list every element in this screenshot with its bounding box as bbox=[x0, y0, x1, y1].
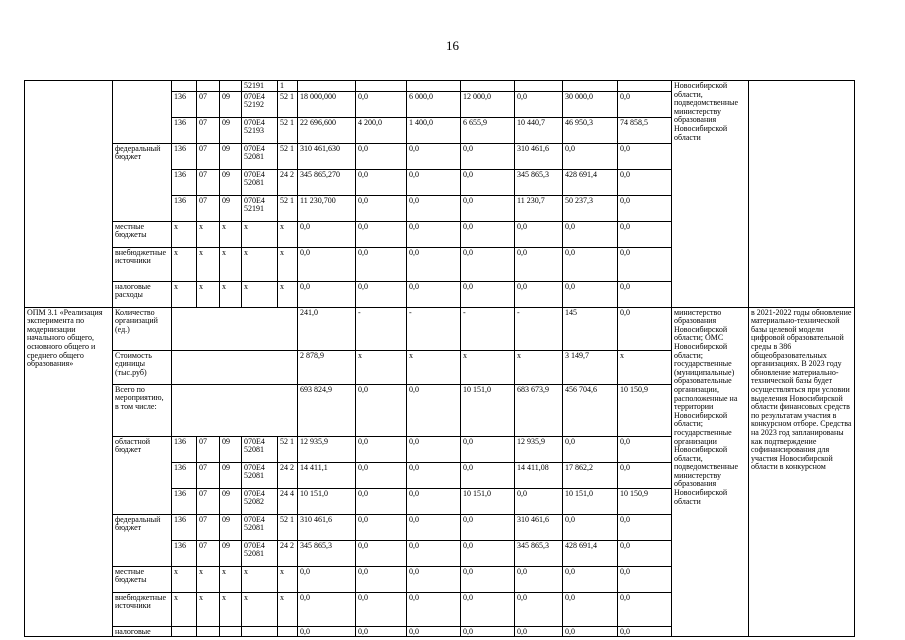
table-cell: 0,0 bbox=[515, 221, 563, 247]
table-cell: 0,0 bbox=[407, 384, 461, 436]
table-cell: 070E4 52082 bbox=[242, 488, 278, 514]
table-cell: - bbox=[407, 307, 461, 350]
table-cell: 0,0 bbox=[618, 307, 672, 350]
table-cell: 136 bbox=[172, 117, 197, 143]
table-cell: 0,0 bbox=[461, 626, 515, 637]
source-regional: областной бюджет bbox=[113, 436, 172, 514]
table-cell: 0,0 bbox=[356, 195, 407, 221]
table-cell: 4 200,0 bbox=[356, 117, 407, 143]
table-cell bbox=[298, 81, 356, 92]
result-cell: в 2021-2022 годы обновление материально-технической базы целевой модели цифровой образовательной среды в 386 общеобразовательных организациях. В 2023 году обновление материально-технической базы будет осуществляться при условии выделения Новосибирской области финансовых средств по результатам участия в конкурсном отборе. Средства на 2023 год запланированы как подтверждение софинансирования для участия Новосибирской области в конкурсном bbox=[749, 307, 855, 637]
table-cell: 07 bbox=[197, 143, 220, 169]
table-cell: 0,0 bbox=[618, 566, 672, 592]
table-cell: 0,0 bbox=[461, 169, 515, 195]
table-cell: x bbox=[172, 281, 197, 307]
table-cell: 0,0 bbox=[407, 195, 461, 221]
source-label: внебюджетные источники bbox=[113, 592, 172, 626]
table-cell: 09 bbox=[220, 436, 242, 462]
table-cell: 136 bbox=[172, 436, 197, 462]
table-cell: 07 bbox=[197, 91, 220, 117]
code-empty-cell bbox=[172, 307, 298, 350]
table-cell: 0,0 bbox=[298, 281, 356, 307]
table-cell: 0,0 bbox=[356, 566, 407, 592]
table-cell: 0,0 bbox=[618, 91, 672, 117]
table-cell bbox=[515, 81, 563, 92]
table-cell: 09 bbox=[220, 514, 242, 540]
table-cell: 0,0 bbox=[407, 540, 461, 566]
event-name-cell bbox=[25, 81, 113, 308]
table-cell: 0,0 bbox=[563, 592, 618, 626]
table-cell bbox=[356, 81, 407, 92]
table-cell: 6 655,9 bbox=[461, 117, 515, 143]
source-label: местные бюджеты bbox=[113, 566, 172, 592]
table-cell: 693 824,9 bbox=[298, 384, 356, 436]
table-cell: 0,0 bbox=[563, 436, 618, 462]
table-cell: 0,0 bbox=[618, 462, 672, 488]
table-cell: 10 150,9 bbox=[618, 384, 672, 436]
table-cell: 0,0 bbox=[356, 462, 407, 488]
table-cell: 0,0 bbox=[298, 221, 356, 247]
table-cell: x bbox=[172, 247, 197, 281]
table-cell: 0,0 bbox=[356, 626, 407, 637]
table-cell: 0,0 bbox=[356, 514, 407, 540]
table-cell: x bbox=[242, 592, 278, 626]
table-cell: 0,0 bbox=[618, 281, 672, 307]
table-cell: 0,0 bbox=[407, 436, 461, 462]
table-cell: x bbox=[220, 221, 242, 247]
table-cell: 310 461,6 bbox=[298, 514, 356, 540]
table-cell: 070E4 52081 bbox=[242, 436, 278, 462]
table-cell: 14 411,1 bbox=[298, 462, 356, 488]
table-cell: 070E4 52191 bbox=[242, 195, 278, 221]
table-cell: 46 950,3 bbox=[563, 117, 618, 143]
table-cell: 0,0 bbox=[618, 436, 672, 462]
table-cell: - bbox=[461, 307, 515, 350]
table-cell: 0,0 bbox=[356, 281, 407, 307]
table-cell: 17 862,2 bbox=[563, 462, 618, 488]
table-cell bbox=[278, 626, 298, 637]
table-cell: 52 1 bbox=[278, 514, 298, 540]
table-cell: x bbox=[242, 221, 278, 247]
table-cell: 22 696,600 bbox=[298, 117, 356, 143]
table-cell: 52 1 bbox=[278, 195, 298, 221]
table-cell: 310 461,630 bbox=[298, 143, 356, 169]
table-cell: 52 1 bbox=[278, 91, 298, 117]
table-cell: 09 bbox=[220, 117, 242, 143]
table-cell: x bbox=[278, 592, 298, 626]
table-cell bbox=[220, 81, 242, 92]
table-cell: 070E4 52193 bbox=[242, 117, 278, 143]
table-cell: 24 4 bbox=[278, 488, 298, 514]
table-cell: 0,0 bbox=[356, 488, 407, 514]
table-cell: 0,0 bbox=[356, 221, 407, 247]
table-cell: 0,0 bbox=[563, 514, 618, 540]
table-cell: 10 151,0 bbox=[563, 488, 618, 514]
table-cell: 18 000,000 bbox=[298, 91, 356, 117]
table-cell: 0,0 bbox=[407, 592, 461, 626]
table-cell: 0,0 bbox=[298, 247, 356, 281]
table-cell: 0,0 bbox=[356, 436, 407, 462]
table-cell: 3 149,7 bbox=[563, 350, 618, 384]
table-cell: x bbox=[242, 281, 278, 307]
table-cell: 0,0 bbox=[563, 281, 618, 307]
table-cell: 0,0 bbox=[407, 566, 461, 592]
table-cell: 0,0 bbox=[298, 566, 356, 592]
table-cell: 070E4 52081 bbox=[242, 169, 278, 195]
table-cell: 136 bbox=[172, 488, 197, 514]
table-cell: 0,0 bbox=[356, 143, 407, 169]
table-cell: 0,0 bbox=[515, 91, 563, 117]
source-label: Количество организаций (ед.) bbox=[113, 307, 172, 350]
responsible-cell: Новосибирской области, подведомственные министерству образования Новосибирской области bbox=[672, 81, 749, 308]
table-cell: 07 bbox=[197, 436, 220, 462]
table-cell: 0,0 bbox=[563, 221, 618, 247]
table-cell: x bbox=[278, 247, 298, 281]
table-cell: x bbox=[461, 350, 515, 384]
table-cell: 24 2 bbox=[278, 169, 298, 195]
table-cell: 10 440,7 bbox=[515, 117, 563, 143]
table-cell: 070E4 52081 bbox=[242, 514, 278, 540]
table-cell: x bbox=[242, 566, 278, 592]
table-cell: 0,0 bbox=[563, 566, 618, 592]
table-cell: 50 237,3 bbox=[563, 195, 618, 221]
table-cell: 0,0 bbox=[298, 592, 356, 626]
table-cell: 10 150,9 bbox=[618, 488, 672, 514]
table-cell: 52 1 bbox=[278, 143, 298, 169]
table-cell bbox=[461, 81, 515, 92]
table-cell: 428 691,4 bbox=[563, 540, 618, 566]
source-label: налоговые расходы bbox=[113, 281, 172, 307]
table-cell: 24 2 bbox=[278, 540, 298, 566]
table-cell: 0,0 bbox=[407, 514, 461, 540]
code-empty-cell bbox=[172, 350, 298, 384]
result-cell bbox=[749, 81, 855, 308]
table-cell: 0,0 bbox=[356, 247, 407, 281]
table-cell bbox=[197, 81, 220, 92]
table-cell: 0,0 bbox=[618, 540, 672, 566]
table-cell: 345 865,3 bbox=[515, 540, 563, 566]
table-cell: 0,0 bbox=[618, 626, 672, 637]
table-cell: 10 151,0 bbox=[461, 384, 515, 436]
table-cell: 52 1 bbox=[278, 117, 298, 143]
table-cell: 10 151,0 bbox=[461, 488, 515, 514]
table-cell: 070E4 52081 bbox=[242, 540, 278, 566]
table-cell: x bbox=[197, 247, 220, 281]
page-number: 16 bbox=[446, 38, 459, 53]
table-cell: 136 bbox=[172, 169, 197, 195]
source-cell bbox=[113, 81, 172, 144]
table-cell: 0,0 bbox=[461, 143, 515, 169]
table-cell: x bbox=[242, 247, 278, 281]
responsible-cell: министерство образования Новосибирской области; ОМС Новосибирской области; государственные (муниципальные) образовательные организации, расположенные на территории Новосибирской области; государственные организации Новосибирской области, подведомственные министерству образования Новосибирской области bbox=[672, 307, 749, 637]
table-cell bbox=[220, 626, 242, 637]
table-cell: x bbox=[515, 350, 563, 384]
table-cell bbox=[618, 81, 672, 92]
table-cell: 136 bbox=[172, 143, 197, 169]
table-cell: 0,0 bbox=[407, 626, 461, 637]
table-cell: 0,0 bbox=[407, 221, 461, 247]
table-cell: 09 bbox=[220, 169, 242, 195]
table-cell: 09 bbox=[220, 195, 242, 221]
table-cell: x bbox=[220, 247, 242, 281]
table-cell: 07 bbox=[197, 117, 220, 143]
table-cell: 07 bbox=[197, 462, 220, 488]
table-cell: 136 bbox=[172, 91, 197, 117]
table-cell: 0,0 bbox=[618, 143, 672, 169]
source-label: Стоимость единицы (тыс.руб) bbox=[113, 350, 172, 384]
table-cell: 07 bbox=[197, 195, 220, 221]
table-cell: x bbox=[220, 281, 242, 307]
table-cell: 345 865,270 bbox=[298, 169, 356, 195]
budget-table bbox=[24, 80, 855, 637]
table-cell: 09 bbox=[220, 462, 242, 488]
table-cell: 0,0 bbox=[407, 247, 461, 281]
table-cell: x bbox=[197, 221, 220, 247]
table-cell: 0,0 bbox=[407, 169, 461, 195]
table-cell: 310 461,6 bbox=[515, 514, 563, 540]
table-cell: 2 878,9 bbox=[298, 350, 356, 384]
table-cell bbox=[407, 81, 461, 92]
table-cell: 07 bbox=[197, 488, 220, 514]
table-cell: x bbox=[220, 566, 242, 592]
table-cell: - bbox=[515, 307, 563, 350]
code-empty-cell bbox=[172, 384, 298, 436]
table-cell: 1 400,0 bbox=[407, 117, 461, 143]
table-cell: 0,0 bbox=[356, 91, 407, 117]
table-cell: 070E4 52192 bbox=[242, 91, 278, 117]
table-cell: 0,0 bbox=[461, 540, 515, 566]
table-cell: 1 bbox=[278, 81, 298, 92]
table-cell: 74 858,5 bbox=[618, 117, 672, 143]
table-row bbox=[25, 307, 855, 350]
table-cell: x bbox=[172, 221, 197, 247]
table-cell: 0,0 bbox=[618, 221, 672, 247]
table-cell: 0,0 bbox=[515, 626, 563, 637]
table-cell: 0,0 bbox=[515, 592, 563, 626]
table-cell: 0,0 bbox=[563, 626, 618, 637]
table-cell: 0,0 bbox=[618, 592, 672, 626]
table-cell: 0,0 bbox=[461, 281, 515, 307]
table-cell: 0,0 bbox=[563, 247, 618, 281]
table-cell: 12 935,9 bbox=[515, 436, 563, 462]
table-cell: 0,0 bbox=[461, 462, 515, 488]
source-label: внебюджетные источники bbox=[113, 247, 172, 281]
table-cell: 0,0 bbox=[515, 566, 563, 592]
table-cell: 0,0 bbox=[356, 592, 407, 626]
table-cell: 0,0 bbox=[563, 143, 618, 169]
table-cell: - bbox=[356, 307, 407, 350]
table-cell: x bbox=[618, 350, 672, 384]
source-label: Всего по мероприятию, в том числе: bbox=[113, 384, 172, 436]
event-name-cell: ОПМ 3.1 «Реализация эксперимента по модернизации начального общего, основного общего и среднего общего образования» bbox=[25, 307, 113, 637]
table-cell: 0,0 bbox=[461, 221, 515, 247]
table-cell: 0,0 bbox=[515, 281, 563, 307]
table-cell: 24 2 bbox=[278, 462, 298, 488]
table-cell: 07 bbox=[197, 514, 220, 540]
table-cell: 52 1 bbox=[278, 436, 298, 462]
table-cell: 0,0 bbox=[407, 462, 461, 488]
table-cell: 456 704,6 bbox=[563, 384, 618, 436]
table-cell: 0,0 bbox=[618, 195, 672, 221]
table-cell: x bbox=[220, 592, 242, 626]
table-cell: 0,0 bbox=[407, 281, 461, 307]
table-cell: 0,0 bbox=[461, 195, 515, 221]
table-cell: 12 935,9 bbox=[298, 436, 356, 462]
table-cell bbox=[197, 626, 220, 637]
table-cell: 14 411,08 bbox=[515, 462, 563, 488]
table-cell: 0,0 bbox=[618, 514, 672, 540]
table-cell: 345 865,3 bbox=[298, 540, 356, 566]
table-cell bbox=[563, 81, 618, 92]
table-cell: 52191 bbox=[242, 81, 278, 92]
table-cell: 10 151,0 bbox=[298, 488, 356, 514]
table-cell: 0,0 bbox=[461, 436, 515, 462]
table-cell: 0,0 bbox=[461, 566, 515, 592]
table-cell: 0,0 bbox=[461, 514, 515, 540]
table-cell: 0,0 bbox=[407, 143, 461, 169]
table-cell: 241,0 bbox=[298, 307, 356, 350]
table-cell: x bbox=[197, 566, 220, 592]
table-cell bbox=[242, 626, 278, 637]
table-cell: 145 bbox=[563, 307, 618, 350]
table-cell: 6 000,0 bbox=[407, 91, 461, 117]
table-cell: 0,0 bbox=[618, 169, 672, 195]
table-cell: 07 bbox=[197, 169, 220, 195]
table-cell: 136 bbox=[172, 195, 197, 221]
table-cell: x bbox=[172, 566, 197, 592]
table-cell: 0,0 bbox=[515, 488, 563, 514]
table-cell: 12 000,0 bbox=[461, 91, 515, 117]
source-federal: федеральный бюджет bbox=[113, 143, 172, 221]
table-cell: x bbox=[278, 281, 298, 307]
table-cell: 09 bbox=[220, 540, 242, 566]
table-cell: x bbox=[197, 281, 220, 307]
table-cell: 09 bbox=[220, 91, 242, 117]
table-cell: 0,0 bbox=[356, 540, 407, 566]
table-cell: 07 bbox=[197, 540, 220, 566]
table-cell: 11 230,700 bbox=[298, 195, 356, 221]
table-cell: 136 bbox=[172, 462, 197, 488]
table-cell: 683 673,9 bbox=[515, 384, 563, 436]
table-cell: x bbox=[356, 350, 407, 384]
table-cell: 09 bbox=[220, 488, 242, 514]
table-cell bbox=[172, 81, 197, 92]
table-cell: 0,0 bbox=[618, 247, 672, 281]
table-cell: 070E4 52081 bbox=[242, 143, 278, 169]
table-cell: 070E4 52081 bbox=[242, 462, 278, 488]
source-label: местные бюджеты bbox=[113, 221, 172, 247]
source-label: налоговые bbox=[113, 626, 172, 637]
table-cell: x bbox=[278, 221, 298, 247]
table-cell: 0,0 bbox=[515, 247, 563, 281]
table-cell: 0,0 bbox=[461, 247, 515, 281]
table-cell: 0,0 bbox=[461, 592, 515, 626]
table-cell: 30 000,0 bbox=[563, 91, 618, 117]
table-cell: 11 230,7 bbox=[515, 195, 563, 221]
table-cell: 09 bbox=[220, 143, 242, 169]
table-cell: x bbox=[172, 592, 197, 626]
table-cell: 345 865,3 bbox=[515, 169, 563, 195]
table-cell: 136 bbox=[172, 540, 197, 566]
table-cell: x bbox=[278, 566, 298, 592]
table-cell: 0,0 bbox=[298, 626, 356, 637]
table-cell: 310 461,6 bbox=[515, 143, 563, 169]
table-cell bbox=[172, 626, 197, 637]
table-cell: 0,0 bbox=[356, 169, 407, 195]
table-row bbox=[25, 81, 855, 92]
table-cell: x bbox=[407, 350, 461, 384]
table-cell: 428 691,4 bbox=[563, 169, 618, 195]
table-cell: x bbox=[197, 592, 220, 626]
table-cell: 0,0 bbox=[356, 384, 407, 436]
table-cell: 0,0 bbox=[407, 488, 461, 514]
source-federal: федеральный бюджет bbox=[113, 514, 172, 566]
table-cell: 136 bbox=[172, 514, 197, 540]
